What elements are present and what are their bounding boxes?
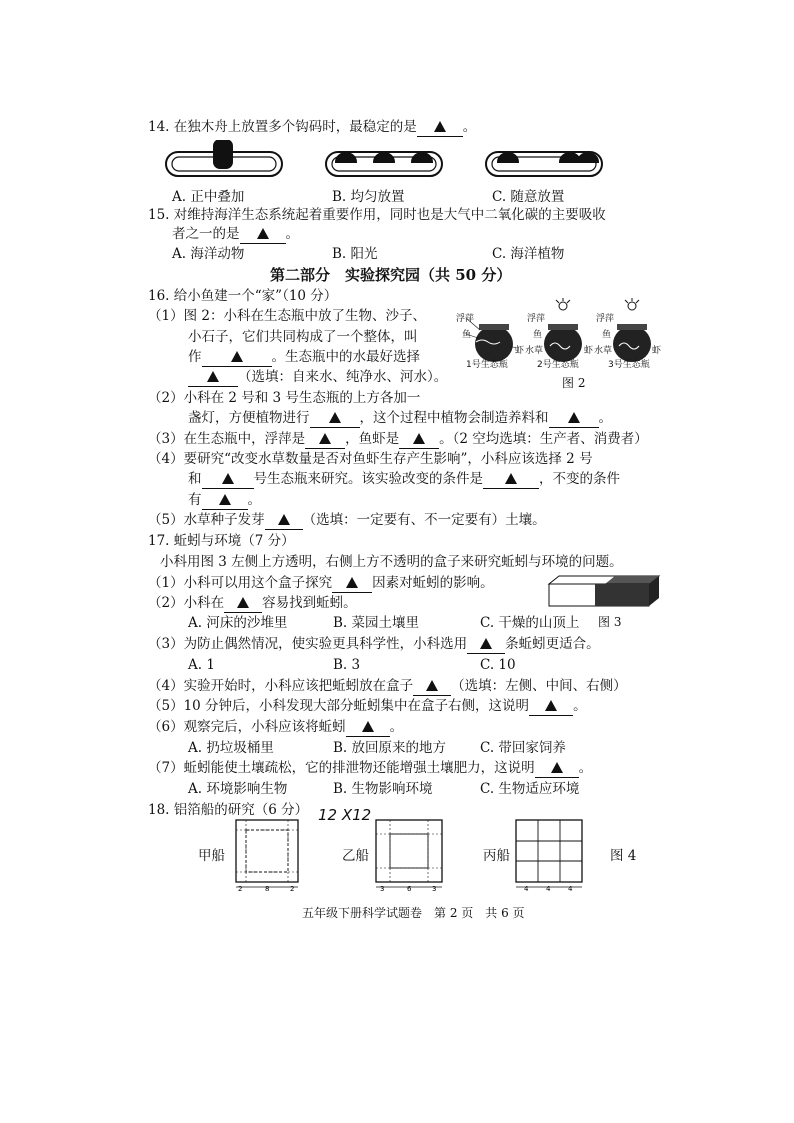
q17-title: 17. 蚯蚓与环境（7 分） xyxy=(148,533,295,549)
boat-c-diagram xyxy=(512,816,592,892)
jar-2 xyxy=(544,298,582,362)
q16-line-1: （1）图 2：小科在生态瓶中放了生物、沙子、 xyxy=(148,308,426,324)
svg-text:4: 4 xyxy=(546,885,551,892)
q18-handwriting: 12 X12 xyxy=(318,806,372,824)
q15-option-a: A. 海洋动物 xyxy=(172,246,245,262)
jar1-label-xia: 虾 xyxy=(515,346,525,356)
q14-option-a: A. 正中叠加 xyxy=(172,189,245,205)
jar3-label-shuicao: 水草 xyxy=(594,346,613,356)
q15-stem-2: 者之一的是 。 xyxy=(172,226,299,242)
q17-option-2a: A. 河床的沙堆里 xyxy=(188,615,288,631)
q17-line-5: （5）10 分钟后，小科发现大部分蚯蚓集中在盒子右侧，这说明 。 xyxy=(148,698,587,714)
jar3-label-yu: 鱼 xyxy=(602,330,612,340)
q14-option-c: C. 随意放置 xyxy=(492,189,565,205)
jar1-caption: 1号生态瓶 xyxy=(466,360,508,370)
jar1-label-yu: 鱼 xyxy=(462,330,472,340)
boat-b-diagram xyxy=(372,816,452,892)
q16-title: 16. 给小鱼建一个“家”（10 分） xyxy=(148,288,338,304)
q17-line-2: （2）小科在 容易找到蚯蚓。 xyxy=(148,595,357,611)
q15-stem-1: 15. 对维持海洋生态系统起着重要作用，同时也是大气中二氧化碳的主要吸收 xyxy=(148,207,606,223)
q16-line-5: （2）小科在 2 号和 3 号生态瓶的上方各加一 xyxy=(148,390,421,406)
q17-line-3: （3）为防止偶然情况，使实验更具科学性，小科选用 条蚯蚓更适合。 xyxy=(148,636,600,652)
q17-option-6a: A. 扔垃圾桶里 xyxy=(188,740,274,756)
figure-4-caption: 图 4 xyxy=(610,848,637,864)
q16-line-9: 和 号生态瓶来研究。该实验改变的条件是 ，不变的条件 xyxy=(188,471,620,487)
q17-option-6c: C. 带回家饲养 xyxy=(480,740,566,756)
q17-option-6b: B. 放回原来的地方 xyxy=(333,740,447,756)
canoe-a xyxy=(166,140,282,176)
q16-line-10: 有 。 xyxy=(188,492,261,508)
jar2-label-xia: 虾 xyxy=(584,346,594,356)
figure-2-caption: 图 2 xyxy=(562,376,586,390)
jar3-caption: 3号生态瓶 xyxy=(608,360,650,370)
q17-option-2b: B. 菜园土壤里 xyxy=(333,615,420,631)
svg-text:2: 2 xyxy=(238,885,243,892)
figure-3-caption: 图 3 xyxy=(598,615,622,629)
jar2-label-fuping: 浮萍 xyxy=(527,314,546,324)
svg-text:4: 4 xyxy=(568,885,573,892)
boat-a-label: 甲船 xyxy=(198,848,225,864)
q17-line-6: （6）观察完后，小科应该将蚯蚓 。 xyxy=(148,719,404,735)
boat-c-label: 丙船 xyxy=(483,848,510,864)
q16-line-4: （选填：自来水、纯净水、河水）。 xyxy=(188,368,447,387)
q17-line-1: （1）小科可以用这个盒子探究 因素对蚯蚓的影响。 xyxy=(148,575,494,591)
svg-text:2: 2 xyxy=(290,885,295,892)
svg-text:4: 4 xyxy=(524,885,529,892)
jar2-label-yu: 鱼 xyxy=(533,330,543,340)
q17-option-7a: A. 环境影响生物 xyxy=(188,781,288,797)
jar3-label-xia: 虾 xyxy=(652,346,662,356)
jar-3 xyxy=(613,298,651,362)
boat-a-diagram xyxy=(232,816,306,892)
boat-b-label: 乙船 xyxy=(342,848,369,864)
q17-option-7c: C. 生物适应环境 xyxy=(480,781,580,797)
q17-line-4: （4）实验开始时，小科应该把蚯蚓放在盒子 （选填：左侧、中间、右侧） xyxy=(148,678,627,694)
q16-line-6: 盏灯，方便植物进行 ，这个过程中植物会制造养料和 。 xyxy=(188,410,612,426)
q15-option-c: C. 海洋植物 xyxy=(492,246,565,262)
q14-option-b: B. 均匀放置 xyxy=(332,189,405,205)
jar1-label-fuping: 浮萍 xyxy=(456,314,475,324)
jar3-label-fuping: 浮萍 xyxy=(596,314,615,324)
q18-title: 18. 铝箔船的研究（6 分） xyxy=(148,802,309,818)
part2-title: 第二部分 实验探究园（共 50 分） xyxy=(270,266,512,284)
q17-figure-3-box xyxy=(545,574,665,610)
q14-stem: 14. 在独木舟上放置多个钩码时，最稳定的是 。 xyxy=(148,119,477,135)
svg-text:3: 3 xyxy=(432,885,437,892)
q16-line-8: （4）要研究“改变水草数量是否对鱼虾生存产生影响”，小科应该选择 2 号 xyxy=(148,451,593,467)
canoe-c xyxy=(486,152,602,176)
q17-option-2c: C. 干燥的山顶上 xyxy=(480,615,580,631)
q16-line-3: 作 。生态瓶中的水最好选择 xyxy=(188,349,420,365)
canoe-b xyxy=(326,152,442,176)
svg-text:3: 3 xyxy=(380,885,385,892)
q16-line-11: （5）水草种子发芽 （选填：一定要有、不一定要有）土壤。 xyxy=(148,512,546,528)
q17-option-3c: C. 10 xyxy=(480,657,516,673)
q16-line-7: （3）在生态瓶中，浮萍是 ，鱼虾是 。（2 空均选填：生产者、消费者） xyxy=(148,431,648,447)
q14-canoe-figures xyxy=(160,140,620,180)
q16-figure-2 xyxy=(452,296,667,388)
jar2-caption: 2号生态瓶 xyxy=(537,360,579,370)
q17-option-7b: B. 生物影响环境 xyxy=(333,781,433,797)
q15-option-b: B. 阳光 xyxy=(332,246,378,262)
svg-text:8: 8 xyxy=(265,885,270,892)
q17-intro: 小科用图 3 左侧上方透明，右侧上方不透明的盒子来研究蚯蚓与环境的问题。 xyxy=(160,554,623,570)
q17-option-3a: A. 1 xyxy=(188,657,215,673)
jar2-label-shuicao: 水草 xyxy=(525,346,544,356)
q17-line-7: （7）蚯蚓能使土壤疏松，它的排泄物还能增强土壤肥力，这说明 。 xyxy=(148,760,593,776)
page-footer: 五年级下册科学试题卷 第 2 页 共 6 页 xyxy=(302,906,525,920)
svg-text:6: 6 xyxy=(407,885,412,892)
q16-line-2: 小石子，它们共同构成了一个整体，叫 xyxy=(188,329,418,345)
q17-option-3b: B. 3 xyxy=(333,657,361,673)
